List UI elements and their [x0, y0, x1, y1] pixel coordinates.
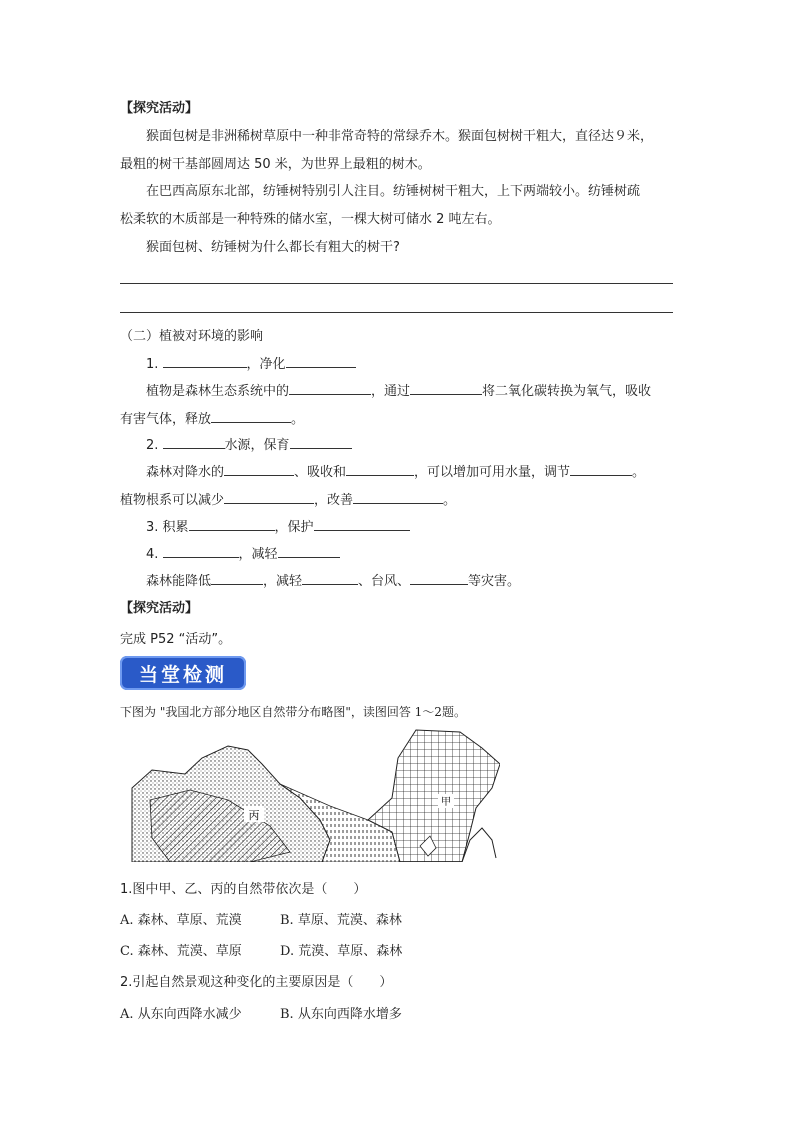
question-text: 猴面包树、纺锤树为什么都长有粗大的树干? [146, 240, 400, 255]
blank[interactable] [314, 516, 410, 531]
fill-text-4: 森林能降低 ，减轻 、台风、 等灾害。 [146, 570, 520, 589]
blank[interactable] [570, 461, 632, 476]
paragraph-baobab-line1: 猴面包树是非洲稀树草原中一种非常奇特的常绿乔木。猴面包树树干粗大，直径达９米， [146, 129, 654, 144]
blank[interactable] [278, 543, 340, 558]
fill-item-4: 4. ，减轻 [146, 543, 340, 562]
section-title-vegetation: （二）植被对环境的影响 [120, 329, 264, 344]
fill-text-1-line2: 有害气体，释放 。 [120, 408, 304, 427]
q1-option-c[interactable]: C. 森林、荒漠、草原 [120, 944, 242, 959]
blank[interactable] [290, 434, 352, 449]
quiz-intro: 下图为 "我国北方部分地区自然带分布略图"，读图回答 1～2题。 [120, 705, 466, 719]
blank[interactable] [224, 489, 314, 504]
blank[interactable] [163, 434, 225, 449]
paragraph-baobab-line2: 最粗的树干基部圆周达 50 米，为世界上最粗的树木。 [120, 157, 431, 172]
in-class-test-badge: 当堂检测 [120, 656, 246, 690]
map-label-bing: 丙 [248, 809, 260, 822]
fill-text-1-line1: 植物是森林生态系统中的 ，通过 将二氧化碳转换为氧气，吸收 [146, 380, 651, 399]
blank[interactable] [410, 570, 468, 585]
fill-item-3: 3. 积累 ，保护 [146, 516, 410, 535]
blank[interactable] [189, 516, 275, 531]
blank[interactable] [286, 353, 356, 368]
blank[interactable] [353, 489, 443, 504]
blank[interactable] [224, 461, 294, 476]
fill-text-2-line2: 植物根系可以减少 ，改善 。 [120, 489, 456, 508]
natural-zone-map [130, 728, 500, 862]
blank[interactable] [163, 543, 239, 558]
fill-item-1: 1. ，净化 [146, 353, 356, 372]
blank[interactable] [211, 408, 291, 423]
fill-item-2: 2. 水源，保育 [146, 434, 352, 453]
map-label-jia: 甲 [441, 797, 451, 808]
answer-line[interactable] [120, 283, 673, 284]
q2-option-b[interactable]: B. 从东向西降水增多 [280, 1007, 402, 1022]
section-heading-activity: 【探究活动】 [120, 101, 199, 116]
q2-option-a[interactable]: A. 从东向西降水减少 [120, 1007, 242, 1022]
blank[interactable] [289, 380, 371, 395]
question-2: 2.引起自然景观这种变化的主要原因是（ ） [120, 975, 393, 990]
activity-instruction: 完成 P52 “活动”。 [120, 632, 232, 647]
q1-option-d[interactable]: D. 荒漠、草原、森林 [280, 944, 403, 959]
blank[interactable] [410, 380, 482, 395]
blank[interactable] [302, 570, 358, 585]
paragraph-bottle-tree-line1: 在巴西高原东北部，纺锤树特别引人注目。纺锤树树干粗大，上下两端较小。纺锤树疏 [146, 184, 641, 199]
blank[interactable] [211, 570, 263, 585]
question-1: 1.图中甲、乙、丙的自然带依次是（ ） [120, 882, 367, 897]
fill-text-2-line1: 森林对降水的 、吸收和 ，可以增加可用水量，调节 。 [146, 461, 645, 480]
answer-line[interactable] [120, 312, 673, 313]
blank[interactable] [163, 353, 247, 368]
paragraph-bottle-tree-line2: 松柔软的木质部是一种特殊的储水室，一棵大树可储水 2 吨左右。 [120, 212, 501, 227]
blank[interactable] [346, 461, 414, 476]
section-heading-activity: 【探究活动】 [120, 601, 199, 616]
q1-option-b[interactable]: B. 草原、荒漠、森林 [280, 913, 402, 928]
q1-option-a[interactable]: A. 森林、草原、荒漠 [120, 913, 242, 928]
